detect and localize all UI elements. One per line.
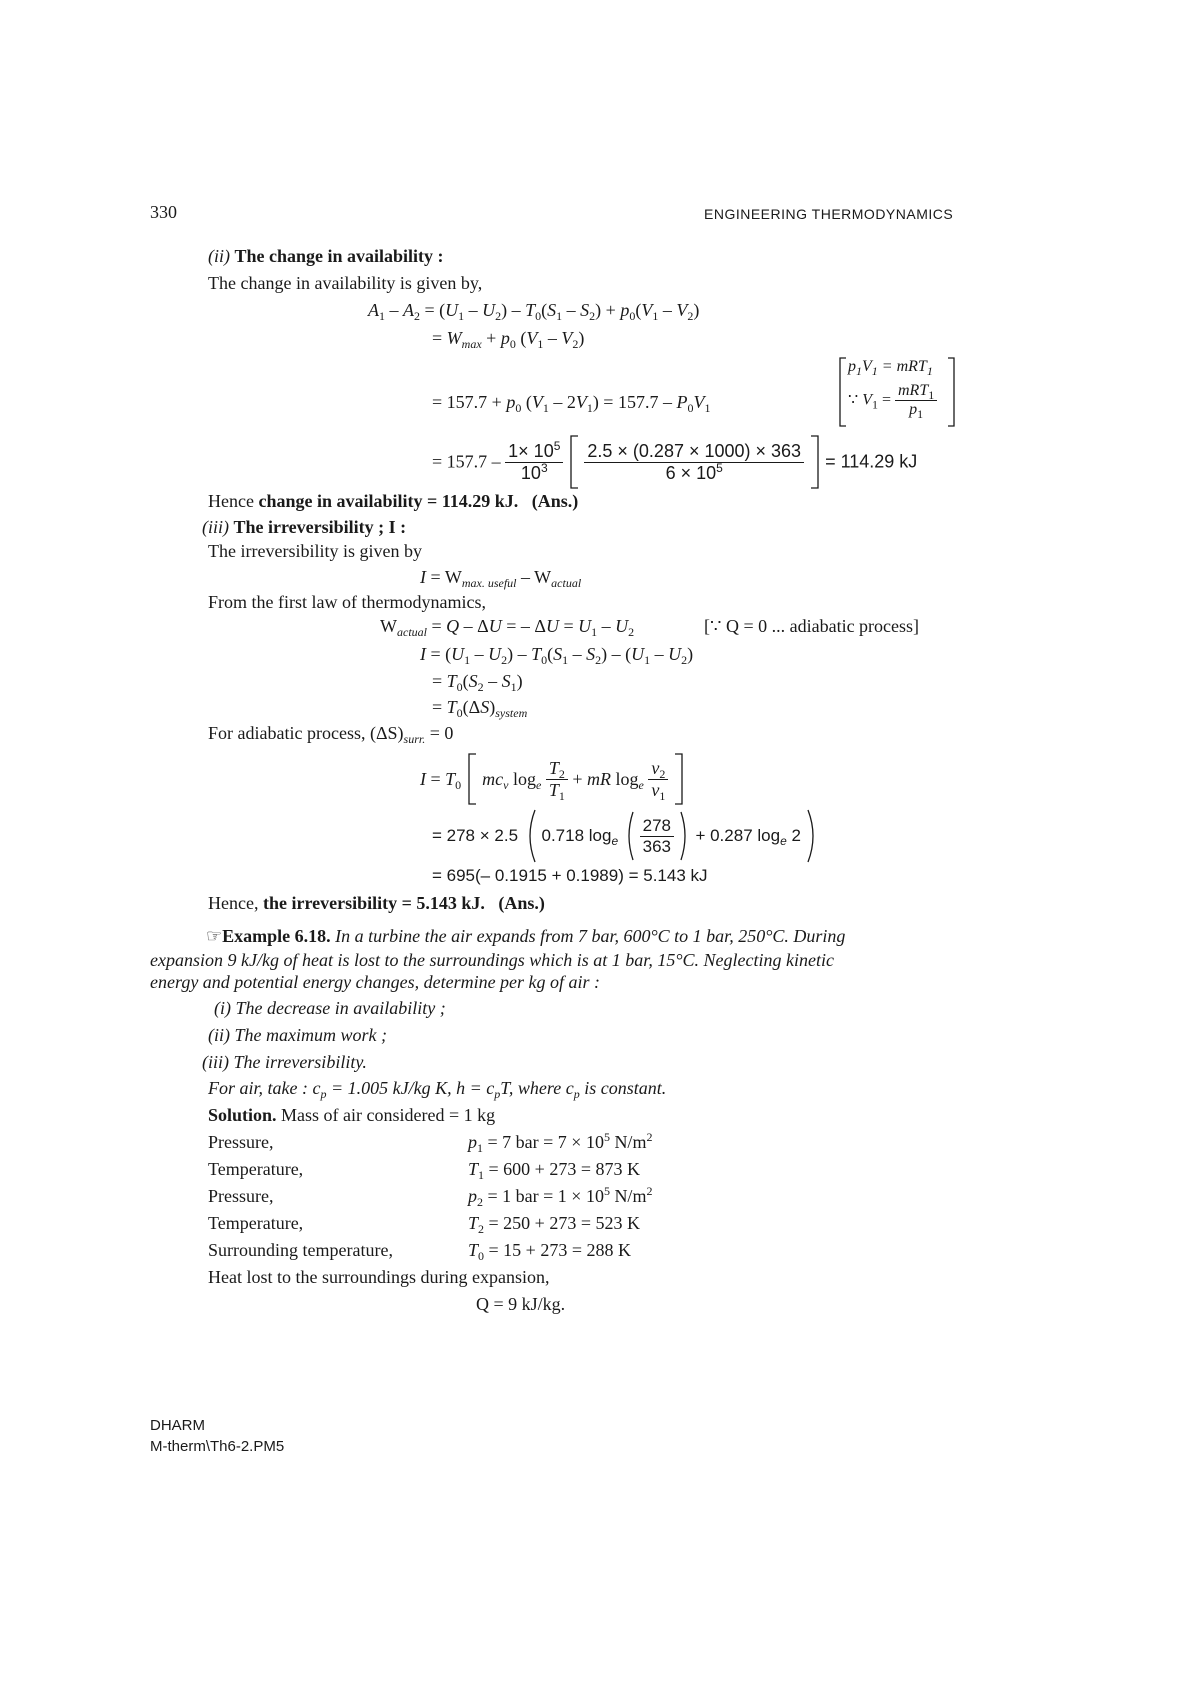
example-item-2: (ii) The maximum work ;	[208, 1025, 387, 1045]
adiabatic-process-text: For adiabatic process, $(\Delta S)_{surr.} = 0$	[208, 723, 454, 746]
given-label-t0: Surrounding temperature,	[208, 1240, 393, 1260]
eq-availability-3: = $157.7 + p_0$ $(V_1 - 2V_1) = 157.7 - P_0V_1$	[432, 392, 711, 415]
given-value-p1: $p_1 = 7$ bar = $7 \times 10^5$ $N/m^2$	[468, 1130, 653, 1155]
part-ii-intro: The change in availability is given by,	[208, 273, 483, 293]
eq-irrev-numeric-1: = 278 × 2.5 0.718 $\log_e$ $\frac{278}{363}$ + 0.287 $\log_e 2$	[432, 808, 820, 864]
eq-irrev-3: = $T_0(\Delta S)_{system}$	[432, 697, 528, 720]
given-label-t2: Temperature,	[208, 1213, 304, 1233]
given-value-p2: $p_2 = 1$ bar = $1 \times 10^5$ $N/m^2$	[468, 1184, 653, 1209]
given-value-t2: $T_2 = 250 + 273 = 523$ K	[468, 1213, 640, 1236]
first-law-text: From the first law of thermodynamics,	[208, 592, 486, 612]
side-note-bracket: $p_1V_1 = mRT_1$ ∵ $V_1$ = $\frac{mRT_1}{p_1}$	[838, 356, 958, 428]
example-item-3: (iii) The irreversibility.	[202, 1052, 367, 1072]
q-value: Q = 9 kJ/kg.	[476, 1294, 566, 1314]
part-iii-intro: The irreversibility is given by	[208, 541, 422, 561]
example-line-2: expansion 9 kJ/kg of heat is lost to the surroundings which is at 1 bar, 15°C. Neglecting kinetic	[150, 950, 834, 970]
part-iii-result: Hence, the irreversibility = 5.143 kJ. (Ans.)	[208, 893, 545, 913]
eq-irrev-numeric-2: = 695(– 0.1915 + 0.1989) = 5.143 kJ	[432, 866, 708, 885]
running-title: ENGINEERING THERMODYNAMICS	[704, 206, 954, 222]
footer-line-2: M-therm\Th6-2.PM5	[150, 1438, 285, 1455]
eq-w-actual: $W_{actual} = Q - \Delta U$ = – $\Delta U = U_1 - U_2$	[380, 616, 635, 639]
given-label-p1: Pressure,	[208, 1132, 274, 1152]
eq-availability-2: = $W_{max} + p_0$ $(V_1 - V_2)$	[432, 328, 585, 351]
eq-irrev-1: $I = (U_1 - U_2) - T_0(S_1 - S_2) - (U_1 - U_2)$	[420, 644, 694, 667]
eq-irrev-2: = $T_0(S_2 - S_1)$	[432, 671, 523, 694]
given-label-p2: Pressure,	[208, 1186, 274, 1206]
pointing-hand-icon: ☞	[206, 926, 223, 946]
footer-line-1: DHARM	[150, 1417, 205, 1434]
solution-line: Solution. Mass of air considered = 1 kg	[208, 1105, 496, 1125]
heat-lost-text: Heat lost to the surroundings during expansion,	[208, 1267, 550, 1287]
adiabatic-note: [∵ Q = 0 ... adiabatic process]	[704, 616, 920, 636]
example-item-1: (i) The decrease in availability ;	[214, 998, 446, 1018]
example-line-1: ☞Example 6.18. In a turbine the air expands from 7 bar, 600°C to 1 bar, 250°C. During	[206, 926, 846, 946]
for-air-line: For air, take : $c_p = 1.005$ kJ/kg K, $h = c_pT$, where $c_p$ is constant.	[208, 1078, 667, 1101]
eq-availability-1: $A_1 - A_2 = (U_1 - U_2) - T_0(S_1 - S_2) + p_0(V_1 - V_2)$	[368, 300, 700, 323]
page-number: 330	[150, 202, 177, 222]
part-iii-heading: (iii) The irreversibility ; I :	[202, 517, 407, 537]
part-ii-heading: (ii) The change in availability :	[208, 246, 444, 266]
eq-irrev-entropy: $I = T_0$ $mc_v$ $\log_e$ $\frac{T_2}{T_1}$ + mR $\log_e$ $\frac{v_2}{v_1}$	[420, 752, 685, 806]
given-value-t1: $T_1 = 600 + 273 = 873$ K	[468, 1159, 640, 1182]
eq-irrev-definition: $I = W_{max. useful} - W_{actual}$	[420, 567, 582, 590]
given-value-t0: $T_0 = 15 + 273 = 288$ K	[468, 1240, 631, 1263]
given-label-t1: Temperature,	[208, 1159, 304, 1179]
example-line-3: energy and potential energy changes, determine per kg of air :	[150, 972, 601, 992]
part-ii-result: Hence change in availability = 114.29 kJ. (Ans.)	[208, 491, 579, 511]
eq-availability-4: = 157.7 – $\frac{1\times 10^5}{10^3}$ $\frac{2.5 \times (0.287 \times 1000) \times 363}{6 \times 10^5}$ = 114.29 kJ	[432, 434, 917, 490]
